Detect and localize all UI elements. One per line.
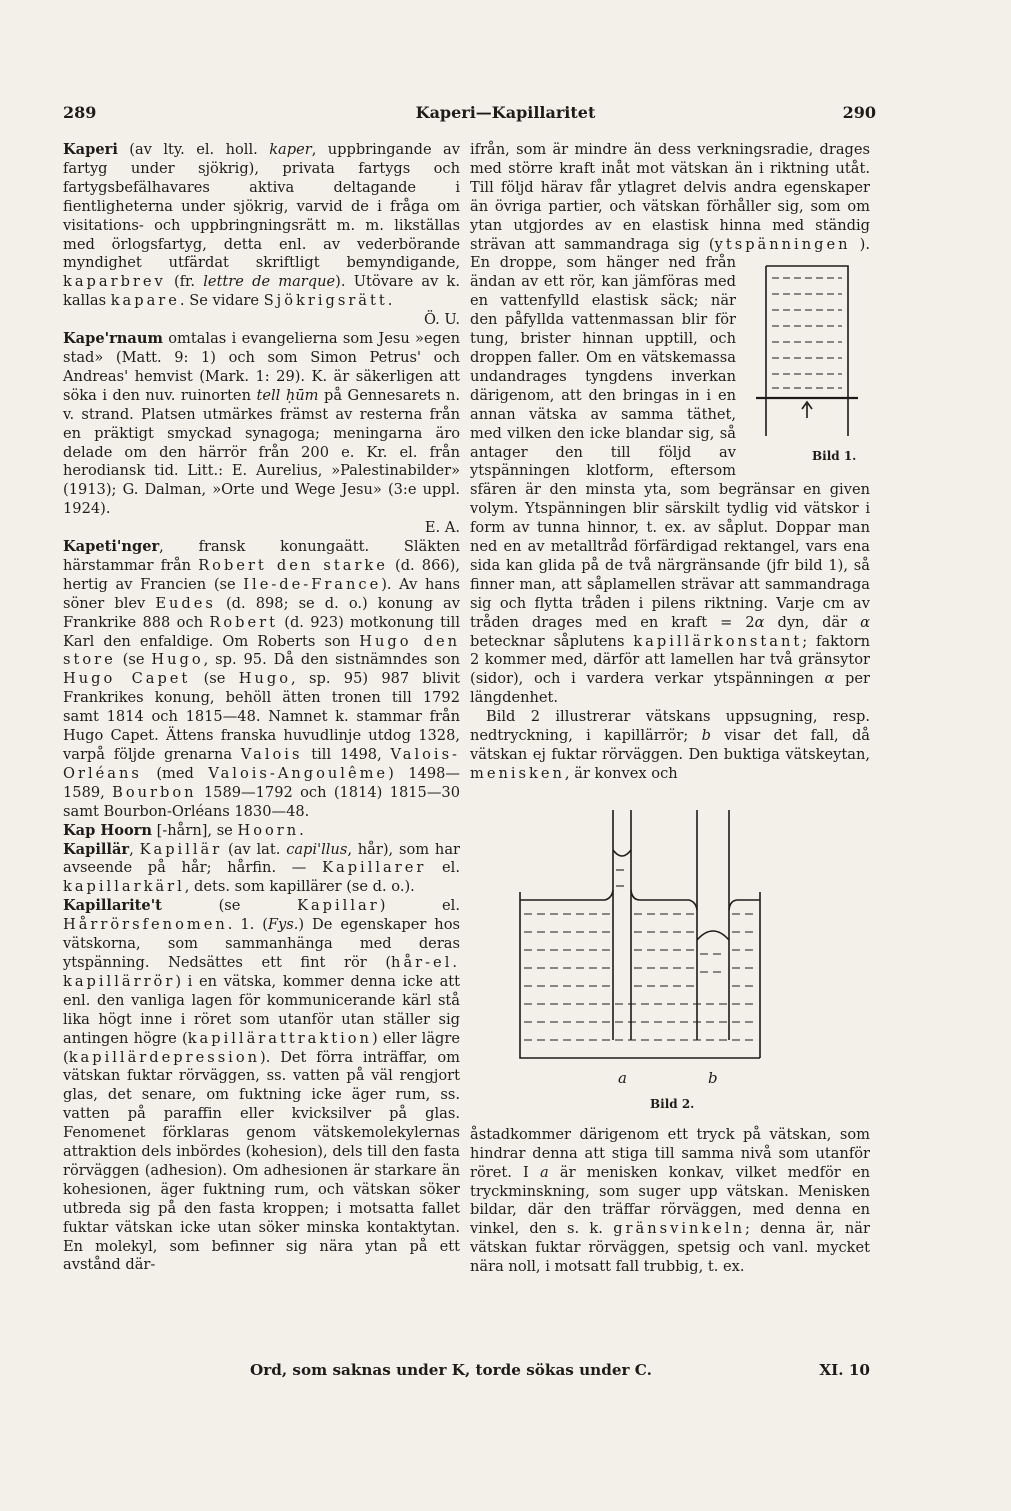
text: (d. 866), hertig av Francien (se	[63, 556, 460, 593]
term: kapare	[110, 292, 180, 310]
term: kapillärkonstant	[633, 632, 803, 650]
label-b: b	[708, 1068, 718, 1087]
meniscus-a	[613, 850, 631, 856]
arrow-icon	[802, 402, 812, 418]
text: är menisken konkav, vilket medför en tryckminskning, som suger upp vätskan. Menisken bildar, där den träffar rörväggen, med denna en vinkel, den s. k.	[470, 1163, 870, 1238]
text: , uppbringande av fartyg under sjökrig), privata fartygs och fartygsbefälhavares aktiva deltagande i fientligheterna under sjökrig, varvid de i fråga om visitations- och uppbringningsrätt m. m. likställas med örlogsfartyg, detta enl. av vederbörande myndighet utfärdat skriftligt bemyndigande,	[63, 141, 460, 272]
term: Bourbon	[112, 783, 197, 801]
author-signature: Ö. U.	[424, 311, 460, 329]
text: ) i en vätska, kommer denna icke att enl. den vanliga lagen för kommunicerande kärl stå lika högt inne i röret som utanför utan ställer sig antingen högre (	[63, 972, 460, 1047]
entry-kap-hoorn	[63, 822, 460, 841]
term: hår-el. kapillärrör	[63, 953, 460, 990]
text: (d. 898; se d. o.) konung av Frankrike 888 och	[63, 594, 460, 631]
text: . Se vidare	[179, 292, 264, 310]
text: ,	[129, 840, 140, 858]
cross-reference: Sjökrigsrätt	[263, 292, 388, 310]
liquid-hatching	[524, 870, 757, 1040]
symbol: α	[860, 613, 870, 631]
text: dyn, där	[764, 613, 861, 631]
text: ) el.	[379, 897, 460, 915]
sheet-signature: XI. 10	[819, 1361, 870, 1379]
text: per längdenhet.	[470, 670, 871, 707]
term: kapillarkärl	[63, 878, 185, 896]
term: Eudes	[155, 594, 216, 612]
symbol: α	[754, 613, 765, 631]
text: till 1498,	[302, 746, 391, 763]
text: (med	[141, 764, 209, 782]
entry-kapernaum	[63, 330, 460, 538]
text: betecknar såplutens	[470, 632, 634, 650]
text: ifrån, som är mindre än dess verkningsradie, drages med större kraft inåt mot vätskan än i riktning utåt. Till följd härav får ytlagret delvis andra egenskaper än övriga partier, och vätskan förhåller sig, som om ytan utgjordes av en elastisk hinna med ständig strävan att sammandraga sig (	[470, 141, 870, 253]
term: Valois-Orléans	[63, 746, 460, 782]
entry-kapillar	[63, 841, 460, 898]
text: ) De egenskaper hos vätskorna, som sammanhänga med deras ytspänning. Nedsättes ett fint rör (	[63, 916, 460, 971]
term: Kapillär	[139, 840, 223, 858]
page-number-left: 289	[63, 103, 97, 122]
text: (se	[161, 897, 298, 915]
term: Fys.	[267, 916, 299, 934]
entry-kapetinger	[63, 538, 460, 822]
capillary-tube-a	[613, 810, 631, 1040]
entry-kaperi	[63, 141, 460, 330]
bild-1-caption: Bild 1.	[812, 449, 857, 464]
entry-headword: Kapillär	[63, 840, 130, 858]
entry-headword: Kape'rnaum	[63, 330, 163, 348]
text: (se	[115, 651, 152, 669]
figure-bild-1	[744, 258, 870, 468]
text: , fransk konungaätt. Släkten härstammar från	[63, 538, 460, 574]
symbol: α	[824, 670, 835, 688]
text: . 1. (	[227, 916, 268, 934]
text: .	[387, 292, 393, 310]
capillary-tube-b	[697, 810, 729, 1040]
entry-headword: Kap Hoorn	[63, 821, 152, 839]
label-a: a	[618, 1068, 627, 1087]
cross-reference: Hoorn	[237, 821, 300, 839]
text: , sp. 95) 987 blivit Frankrikes konung, behöll ätten tronen till 1792 samt 1814 och 1815—48. Namnet k. stammar från Hugo Capet. Ättens franska huvudlinje utdog 1328, varpå följde grenarna	[63, 670, 460, 763]
symbol: a	[540, 1163, 549, 1181]
entry-headword: Kaperi	[63, 141, 118, 158]
text: [-hårn], se	[151, 821, 238, 839]
term: Robert den starke	[198, 556, 388, 574]
text: , är konvex och	[564, 764, 678, 782]
text: på Gennesarets n. v. strand. Platsen utmärkes främst av resterna från en präktigt smyckad synagoga; meningarna äro delade om den härrör från 200 e. Kr. el. från herodiansk tid. Litt.: E. Aurelius, »Palestinabilder» (1913); G. Dalman, »Orte und Wege Jesu» (3:e uppl. 1924).	[63, 386, 460, 518]
text: ) eller lägre (	[63, 1029, 460, 1066]
text: åstadkommer därigenom ett tryck på vätskan, som hindrar denna att stiga till samma nivå som utanför röret. I	[470, 1125, 870, 1181]
term: kaper	[269, 141, 312, 158]
text: ). Utövare av k. kallas	[63, 273, 461, 310]
vessel-walls	[520, 892, 760, 1058]
figure-bild-2	[500, 790, 860, 1120]
term: gränsvinkeln	[613, 1220, 745, 1238]
footer-note: Ord, som saknas under K, torde sökas under C.	[250, 1361, 652, 1379]
text: (av lat.	[222, 840, 287, 858]
text: 1589—1792 och (1814) 1815—30 samt Bourbon-Orléans 1830—48.	[63, 783, 460, 820]
text: ) 1498—1589,	[63, 764, 460, 801]
text: Bild 2 illustrerar vätskans uppsugning, resp. nedtryckning, i kapillärrör;	[470, 708, 870, 745]
bild-2-caption: Bild 2.	[650, 1096, 695, 1111]
term: Hugo Capet	[63, 670, 191, 688]
paragraph-bild-2	[470, 708, 870, 784]
entry-headword: Kapeti'nger	[63, 538, 160, 556]
term: ytspänningen	[714, 235, 851, 253]
term: Kapillarer	[322, 859, 427, 877]
term: Hugo den store	[63, 632, 460, 669]
running-head: Kaperi—Kapillaritet	[415, 103, 596, 122]
term: tell ḥūm	[256, 386, 319, 404]
text: , dets. som kapillärer (se d. o.).	[184, 878, 415, 896]
cross-reference: Kapillar	[297, 897, 380, 915]
text: (se	[190, 670, 239, 688]
term: Valois	[240, 746, 303, 763]
text: (av lty. el. holl.	[117, 141, 270, 158]
text: (fr.	[165, 273, 204, 291]
cross-reference: Ile-de-France	[243, 575, 382, 593]
left-column	[63, 141, 460, 1275]
paragraph-surface-tension	[470, 141, 870, 708]
term: capi'llus	[286, 840, 348, 858]
term: kapillärattraktion	[187, 1029, 372, 1047]
entry-headword: Kapillarite't	[63, 897, 162, 915]
term: kapillärdepression	[68, 1048, 261, 1066]
text: .	[299, 821, 304, 839]
cross-reference: Hugo	[238, 670, 292, 688]
term: kaparbrev	[63, 273, 166, 291]
text: ). En droppe, som hänger ned från ändan av ett rör, kan jämföras med en vattenfylld elastisk säck; när den påfyllda vattenmassan blir för tung, brister hinnan upptill, och droppen faller. Om en vätskemassa undandrages tyngdens inverkan därigenom, att den bringas in i en annan vätska av samma täthet, med vilken den icke blandar sig, så antager den till följd av ytspänningen klotform, eftersom sfären är den minsta yta, som begränsar en given volym. Ytspänningen blir särskilt tydlig vid vätskor i form av tunna hinnor, t. ex. av såplut. Doppar man ned en av metalltråd förfärdigad rektangel, vars ena sida kan glida på de två närgränsande (jfr bild 1), så finner man, att såplamellen strävar att sammandraga sig och flytta tråden i pilens riktning. Varje cm av tråden drages med en kraft = 2	[470, 235, 870, 631]
meniscus-b	[697, 931, 729, 940]
text: ). Det förra inträffar, om vätskan fuktar rörväggen, ss. vatten på väl rengjort glas, det senare, om fuktning icke äger rum, ss. vatten på paraffin eller kvicksilver på glas. Fenomenet förklaras genom vätskemolekylernas attraktion dels inbördes (kohesion), dels till den fasta rörväggen (adhesion). Om adhesionen är starkare än kohesionen, äger fuktning rum, och vätskan söker utbreda sig på den fasta kroppen; i motsatta fallet fuktar vätskan icke utan söker minska kontaktytan. En molekyl, som befinner sig nära ytan på ett avstånd där-	[63, 1048, 460, 1274]
author-signature: E. A.	[424, 519, 460, 537]
term: Robert	[209, 613, 278, 631]
term: Hårrörsfenomen	[63, 916, 228, 934]
term: menisken	[470, 764, 565, 782]
soap-film-hatching	[772, 278, 842, 388]
text: (d. 923) motkonung till Karl den enfaldige. Om Roberts son	[63, 613, 460, 650]
page-number-right: 290	[842, 103, 876, 122]
term: lettre de marque	[203, 273, 336, 291]
text: ; faktorn 2 kommer med, därför att lamellen har två gränsytor (sidor), och i vardera verkar ytspänningen	[470, 632, 870, 688]
entry-kapillaritet	[63, 897, 460, 1275]
text: , hår), som har avseende på hår; hårfin. —	[63, 840, 461, 877]
symbol: b	[701, 727, 711, 745]
text: ; denna är, när vätskan fuktar rörväggen, spetsig och vanl. mycket nära noll, i motsatt fall trubbig, t. ex.	[470, 1220, 870, 1276]
text: el.	[426, 859, 460, 877]
paragraph-meniscus	[470, 1126, 870, 1277]
term: Valois-Angoulême	[208, 764, 389, 782]
text: visar det fall, då vätskan ej fuktar rörväggen. Den buktiga vätskeytan,	[470, 727, 870, 763]
text: ). Av hans söner blev	[63, 575, 460, 612]
right-column	[470, 141, 870, 1277]
cross-reference: Hugo	[151, 651, 204, 669]
text: omtalas i evangelierna som Jesu »egen stad» (Matt. 9: 1) och som Simon Petrus' och Andreas' hemvist (Mark. 1: 29). K. är säkerligen att söka i den nuv. ruinorten	[63, 330, 460, 404]
page-footer	[250, 1361, 870, 1379]
text: , sp. 95. Då den sistnämndes son	[203, 651, 460, 669]
